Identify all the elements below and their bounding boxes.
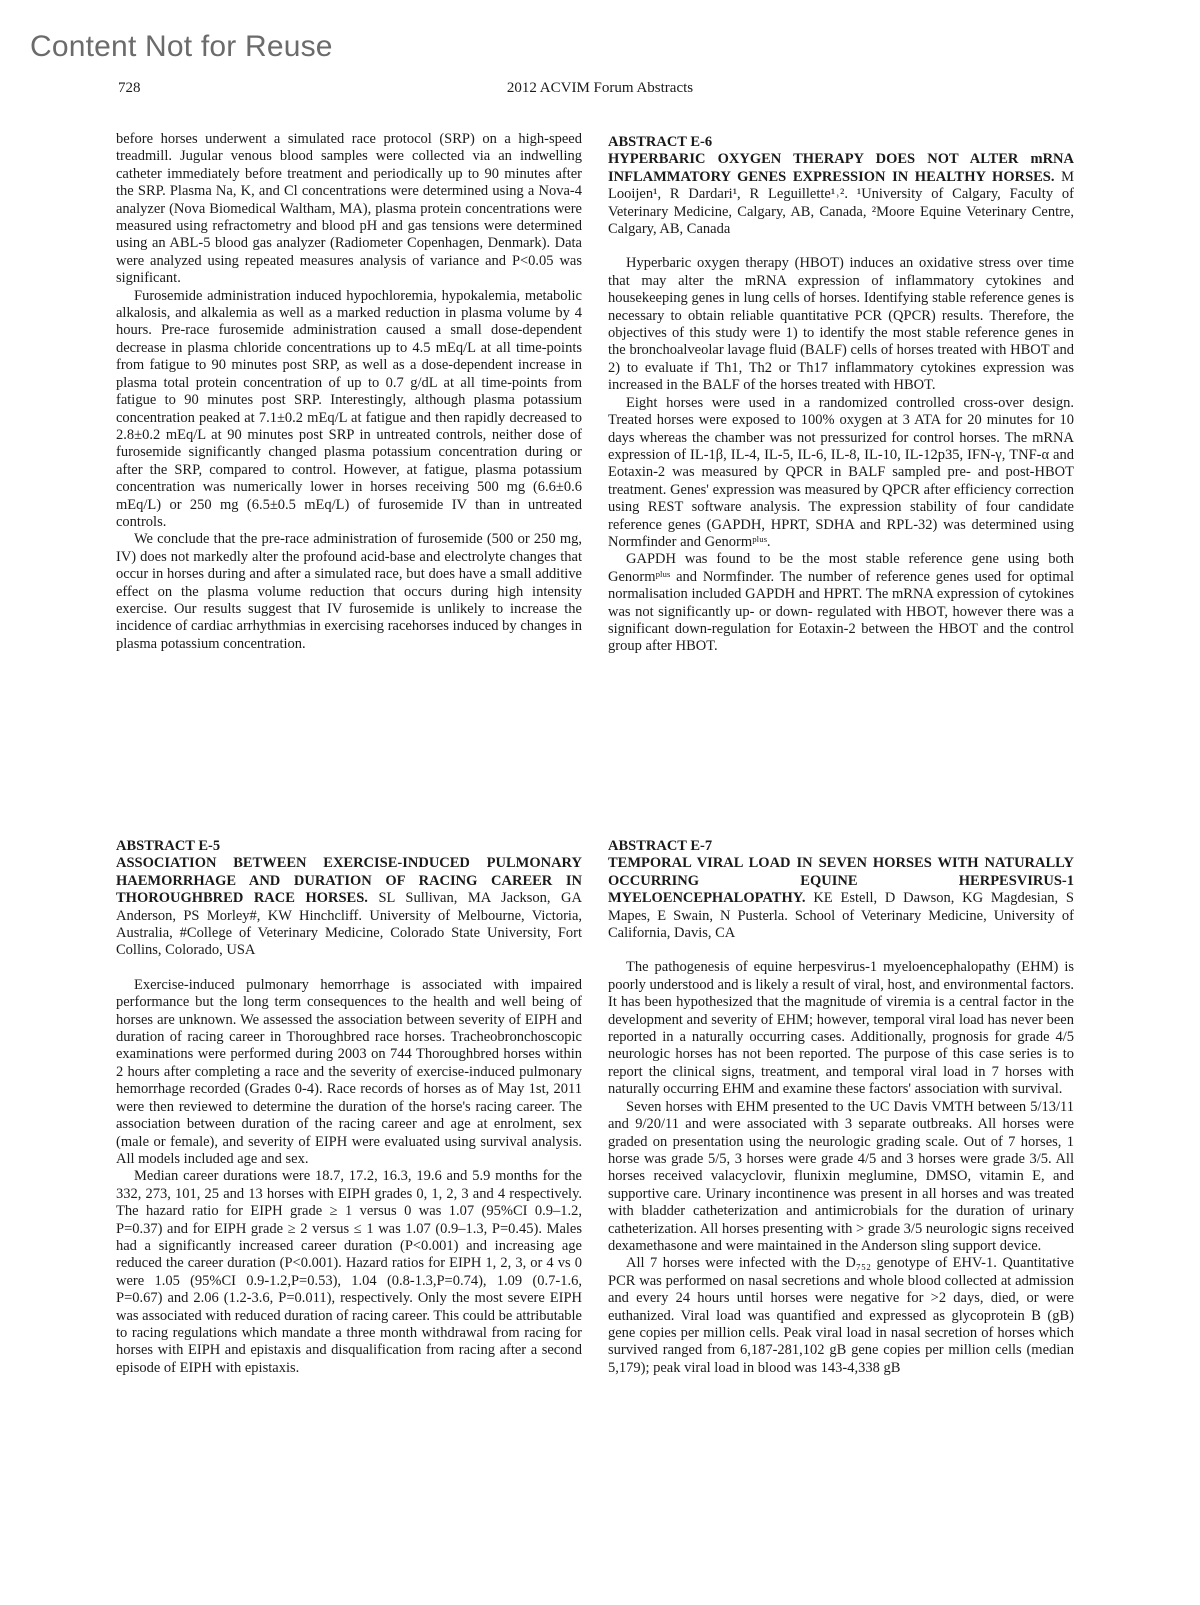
abstract-affiliation: School of Veterinary Medicine, University of California, Davis, CA bbox=[608, 907, 1074, 942]
abstract-title: ASSOCIATION BETWEEN EXERCISE-INDUCED PULMONARY HAEMORRHAGE AND DURATION OF RACING CAREER IN THOROUGHBRED RACE HORSES. bbox=[116, 855, 582, 907]
paragraph: Seven horses with EHM presented to the UC Davis VMTH between 5/13/11 and 9/20/11 and were associated with 3 separate outbreaks. All horses were graded on presentation using the neurologic grading scale. Out of 7 horses, 1 horse was grade 5/5, 3 horses were grade 4/5 and 3 horses were grade 3/5. All horses received valacyclovir, flunixin meglumine, DMSO, vitamin E, and supportive care. Urinary incontinence was present in all horses and was treated with bladder catheterization and antimicrobials for the duration of urinary catheterization. All horses presenting with > grade 3/5 neurologic signs received dexamethasone and were maintained in the Anderson sling support device. bbox=[608, 1098, 1074, 1254]
watermark: Content Not for Reuse bbox=[30, 30, 333, 63]
abstract-header bbox=[608, 151, 1074, 238]
paragraph: Furosemide administration induced hypochloremia, hypokalemia, metabolic alkalosis, and alkalemia as well as a marked reduction in plasma volume by 4 hours. Pre-race furosemide administration caused a small dose-dependent decrease in plasma chloride concentrations up to 4.5 mEq/L at all time-points from fatigue to 90 minutes post SRP, as well as a dose-dependent increase in plasma total protein concentration of up to 0.7 g/dL at all time-points from fatigue to 90 minutes post SRP. Interestingly, although plasma potassium concentration peaked at 7.1±0.2 mEq/L at fatigue and then rapidly decreased to 2.8±0.2 mEq/L at 90 minutes post SRP in untreated controls, neither dose of furosemide significantly changed plasma potassium concentration during or after the SRP, compared to control. However, at fatigue, plasma potassium concentration was numerically lower in horses receiving 500 mg (6.6±0.6 mEq/L) or 250 mg (6.5±0.5 mEq/L) of furosemide IV than in untreated controls. bbox=[116, 287, 582, 530]
paragraph: before horses underwent a simulated race protocol (SRP) on a high-speed treadmill. Jugular venous blood samples were collected via an indwelling catheter immediately before treatment and periodically up to 90 minutes after the SRP. Plasma Na, K, and Cl concentrations were determined using a Nova-4 analyzer (Nova Biomedical Waltham, MA), plasma protein concentrations were measured using refractometry and blood pH and gas tensions were determined using an ABL-5 blood gas analyzer (Radiometer Copenhagen, Denmark). Data were analyzed using repeated measures analysis of variance and P<0.05 was significant. bbox=[116, 131, 582, 287]
abstract-affiliation: University of Melbourne, Victoria, Australia, #College of Veterinary Medicine, Colorado State University, Fort Collins, Colorado, USA bbox=[116, 907, 583, 959]
abstract-authors: SL Sullivan, MA Jackson, GA Anderson, PS Morley#, KW Hinchcliff. bbox=[116, 890, 583, 924]
abstract-header bbox=[116, 855, 582, 959]
paragraph: Median career durations were 18.7, 17.2, 16.3, 19.6 and 5.9 months for the 332, 273, 101, 25 and 13 horses with EIPH grades 0, 1, 2, 3 and 4 respectively. The hazard ratio for EIPH grade ≥ 1 versus 0 was 1.07 (95%CI 0.9–1.2, P=0.37) and for EIPH grade ≥ 2 versus ≤ 1 was 1.07 (0.9–1.3, P=0.45). Males had a significantly increased career duration (P<0.001) and increasing age reduced the career duration (P<0.001). Hazard ratios for EIPH 1, 2, 3, or 4 vs 0 were 1.05 (95%CI 0.9-1.2,P=0.53), 1.04 (0.8-1.3,P=0.74), 1.09 (0.7-1.6, P=0.67) and 2.06 (1.2-3.6, P=0.011), respectively. Only the most severe EIPH was associated with reduced duration of racing career. This could be attributable to racing regulations which mandate a three month withdrawal from racing for horses with EIPH and epistaxis and disqualification from racing after a second episode of EIPH with epistaxis. bbox=[116, 1168, 582, 1376]
abstract-e6 bbox=[608, 134, 1074, 656]
abstract-title: TEMPORAL VIRAL LOAD IN SEVEN HORSES WITH NATURALLY OCCURRING EQUINE HERPESVIRUS-1 MYELOENCEPHALOPATHY. bbox=[608, 855, 1074, 907]
abstract-e7 bbox=[608, 838, 1074, 1377]
running-head: 2012 ACVIM Forum Abstracts bbox=[506, 80, 694, 96]
abstract-authors: M Looijen¹, R Dardari¹, R Leguillette¹˒². bbox=[608, 168, 1075, 203]
paragraph: The pathogenesis of equine herpesvirus-1 myeloencephalopathy (EHM) is poorly understood and is likely a result of viral, host, and environmental factors. It has been hypothesized that the magnitude of viremia is a central factor in the development and severity of EHM; however, temporal viral load has never been reported in a naturally occurring cases. Additionally, prognosis for grade 4/5 neurologic horses has not been reported. The purpose of this case series is to report the clinical signs, treatment, and temporal viral load in 7 horses with naturally occurring EHM and examine these factors' association with survival. bbox=[608, 959, 1074, 1098]
paragraph: GAPDH was found to be the most stable reference gene using both Genormᵖˡᵘˢ and Normfinder. The number of reference genes used for optimal normalisation included GAPDH and HPRT. The mRNA expression of cytokines was not significantly up- or down- regulated with HBOT, however there was a significant down-regulation for Eotaxin-2 between the HBOT and the control group after HBOT. bbox=[608, 551, 1074, 655]
abstract-header bbox=[608, 855, 1074, 942]
abstract-e5 bbox=[116, 838, 582, 1377]
page-number: 728 bbox=[118, 80, 141, 96]
abstract-id: ABSTRACT E-7 bbox=[608, 838, 713, 854]
paragraph: Exercise-induced pulmonary hemorrhage is associated with impaired performance but the long term consequences to the health and well being of horses are unknown. We assessed the association between severity of EIPH and duration of racing career in Thoroughbred race horses. Tracheobronchoscopic examinations were performed during 2003 on 744 Thoroughbred horses within 2 hours after completing a race and the severity of exercise-induced pulmonary hemorrhage recorded (Grades 0-4). Race records of horses as of May 1st, 2011 were then reviewed to determine the duration of the horse's racing career. The association between duration of the racing career and age at enrolment, sex (male or female), and severity of EIPH were evaluated using survival analysis. All models included age and sex. bbox=[116, 976, 582, 1167]
paragraph: All 7 horses were infected with the D₇₅₂ genotype of EHV-1. Quantitative PCR was performed on nasal secretions and whole blood collected at admission and every 24 hours until horses were negative for >2 days, died, or were euthanized. Viral load was quantified and expressed as glycoprotein B (gB) gene copies per million cells. Peak viral load in nasal secretion of horses which survived ranged from 6,187-281,102 gB gene copies per million cells (median 5,179); peak viral load in blood was 143-4,338 gB bbox=[608, 1255, 1074, 1376]
paragraph: Hyperbaric oxygen therapy (HBOT) induces an oxidative stress over time that may alter the mRNA expression of inflammatory cytokines and housekeeping genes in lung cells of horses. Identifying stable reference genes is necessary to obtain reliable quantitative PCR (QPCR) results. Therefore, the objectives of this study were 1) to identify the most stable reference genes in the bronchoalveolar lavage fluid (BALF) cells of horses treated with HBOT and 2) to evaluate if Th1, Th2 or Th17 inflammatory cytokines expression was increased in the BALF of the horses treated with HBOT. bbox=[608, 255, 1074, 394]
paragraph: We conclude that the pre-race administration of furosemide (500 or 250 mg, IV) does not markedly alter the profound acid-base and electrolyte changes that occur in horses during and after a simulated race, but does have a small additive effect on the plasma volume reduction that occurs during high intensity exercise. Our results suggest that IV furosemide is unlikely to increase the incidence of cardiac arrhythmias in exercising racehorses induced by changes in plasma potassium concentration. bbox=[116, 531, 582, 652]
abstract-authors: KE Estell, D Dawson, KG Magdesian, S Mapes, E Swain, N Pusterla. bbox=[608, 890, 1074, 924]
abstract-affiliation: ¹University of Calgary, Faculty of Veterinary Medicine, Calgary, AB, Canada, ²Moore Equine Veterinary Centre, Calgary, AB, Canada bbox=[608, 186, 1075, 238]
left-column-continuation bbox=[116, 131, 582, 653]
paragraph: Eight horses were used in a randomized controlled cross-over design. Treated horses were exposed to 100% oxygen at 3 ATA for 20 minutes for 10 days whereas the chamber was not pressurized for control horses. The mRNA expression of IL-1β, IL-4, IL-5, IL-6, IL-8, IL-10, IL-12p35, IFN-γ, TNF-α and Eotaxin-2 was measured by QPCR in BALF sampled pre- and post-HBOT treatment. Genes' expression was measured by QPCR after efficiency correction using REST software analysis. The expression stability of four candidate reference genes (GAPDH, HPRT, SDHA and RPL-32) was determined using Normfinder and Genormᵖˡᵘˢ. bbox=[608, 394, 1074, 550]
abstract-title: HYPERBARIC OXYGEN THERAPY DOES NOT ALTER mRNA INFLAMMATORY GENES EXPRESSION IN HEALTHY HORSES. bbox=[608, 151, 1074, 185]
abstract-id: ABSTRACT E-5 bbox=[116, 838, 221, 854]
abstract-id: ABSTRACT E-6 bbox=[608, 134, 713, 150]
